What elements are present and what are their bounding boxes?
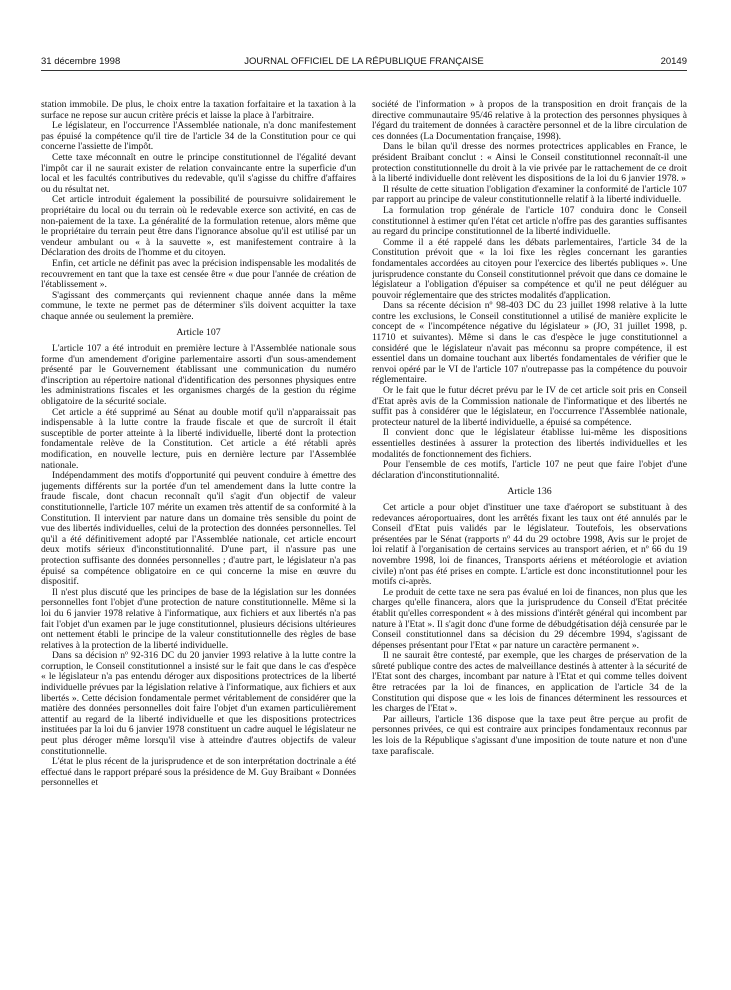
paragraph: La formulation trop générale de l'article 107 conduira donc le Conseil constitutionnel à estimer qu'en l'état cet article n'offre pas des garanties suffisantes au regard du principe constitutionnel de la liberté individuelle.: [372, 204, 687, 238]
paragraph: Or le fait que le futur décret prévu par le IV de cet article soit pris en Conseil d'Etat après avis de la Commission nationale de l'informatique et des libertés ne suffit pas à considérer que le législateur, en l'occurrence l'Assemblée nationale, protecteur naturel de la liberté individuelle, a épuisé sa compétence.: [372, 385, 687, 428]
right-column: [372, 100, 687, 980]
paragraph: Pour l'ensemble de ces motifs, l'article 107 ne peut que faire l'objet d'une déclaration d'inconstitutionnalité.: [372, 459, 687, 481]
paragraph: Il n'est plus discuté que les principes de base de la législation sur les données personnelles font l'objet d'une protection de nature constitutionnelle. Même si la loi du 6 janvier 1978 relative à l'informatique, aux fichiers et aux libertés n'a pas fait l'objet d'un examen par le juge constitutionnel, plusieurs décisions ultérieures ont nettement établi le principe de la valeur constitutionnelle des règles de base relatives à la protection de la liberté individuelle.: [41, 586, 356, 651]
section-heading: Article 136: [507, 486, 552, 498]
paragraph: L'état le plus récent de la jurisprudence et de son interprétation doctrinale a été effectué dans le rapport préparé sous la présidence de M. Guy Braibant « Données personnelles et: [41, 756, 356, 789]
page-header: [41, 53, 687, 69]
paragraph: S'agissant des commerçants qui reviennent chaque année dans la même commune, le texte ne permet pas de déterminer s'ils doivent acquitter la taxe chaque année ou seulement la première.: [41, 289, 356, 322]
paragraph: Enfin, cet article ne définit pas avec la précision indispensable les modalités de recouvrement en tant que la taxe est censée être « due pour l'année de création de l'établissement ».: [41, 257, 356, 291]
paragraph: Cet article a pour objet d'instituer une taxe d'aéroport se substituant à des redevances aéroportuaires, dont les arrêtés fixant les taux ont été annulés par le Conseil d'Etat puis validés par le législateur. Toutefois, les observations présentées par le Sénat (rapports nº 44 du 29 octobre 1998, Avis sur le projet de loi relatif à l'organisation de certains services au transport aérien, et nº 66 du 19 novembre 1998, loi de finances, Transports aériens et météorologie et aviation civile) n'ont pas été prises en compte. L'article est donc inconstitutionnel pour les motifs ci-après.: [372, 501, 687, 588]
paragraph: Il résulte de cette situation l'obligation d'examiner la conformité de l'article 107 par rapport au principe de valeur constitutionnelle relatif à la liberté individuelle.: [372, 183, 687, 206]
section-heading: Article 107: [176, 327, 221, 339]
paragraph: station immobile. De plus, le choix entre la taxation forfaitaire et la taxation à la surface ne repose sur aucun critère précis et laisse la place à l'arbitraire.: [41, 100, 356, 121]
paragraph: Indépendamment des motifs d'opportunité qui peuvent conduire à émettre des jugements différents sur la portée d'un tel amendement dans la lutte contre la fraude fiscale, dont chacun reconnaît qu'il s'agit d'un objectif de valeur constitutionnelle, l'article 107 mérite un examen très attentif de sa conformité à la Constitution. Il intervient par nature dans un domaine très sensible du point de vue des libertés individuelles, celui de la protection des données personnelles. Tel qu'il a été définitivement adopté par l'Assemblée nationale, cet article encourt deux motifs sérieux d'inconstitutionnalité. D'une part, il n'assure pas une protection suffisante des données personnelles ; d'autre part, le législateur n'a pas épuisé sa compétence obligatoire en ce qui concerne la mise en œuvre du dispositif.: [41, 470, 356, 588]
paragraph: société de l'information » à propos de la transposition en droit français de la directive communautaire 95/46 relative à la protection des personnes physiques à l'égard du traitement de données à caractère personnel et de la libre circulation de ces données (La Documentation française, 1998).: [372, 100, 687, 142]
paragraph: Cette taxe méconnaît en outre le principe constitutionnel de l'égalité devant l'impôt car il ne saurait exister de relation convaincante entre la superficie d'un local et les facultés contributives du redevable, qu'il s'agisse du chiffre d'affaires ou du résultat net.: [41, 151, 356, 195]
header-date: 31 décembre 1998: [41, 56, 121, 67]
paragraph: Il ne saurait être contesté, par exemple, que les charges de préservation de la sûreté publique contre des actes de malveillance destinés à attenter à la sécurité de l'Etat sont des charges, incombant par nature à l'Etat et qui comme telles doivent être retracées par la loi de finances, en application de l'article 34 de la Constitution qui dispose que « les lois de finances déterminent les ressources et les charges de l'Etat ».: [372, 650, 687, 715]
page-number: 20149: [660, 56, 687, 67]
paragraph: Dans sa récente décision nº 98-403 DC du 23 juillet 1998 relative à la lutte contre les exclusions, le Conseil constitutionnel a utilisé de manière explicite le concept de « l'incompétence négative du législateur » (JO, 31 juillet 1998, p. 11710 et suivantes). Même si dans le cas d'espèce le juge constitutionnel a considéré que le législateur n'avait pas méconnu sa propre compétence, il est essentiel dans un domaine touchant aux libertés fondamentales de vérifier que le renvoi opéré par le VI de l'article 107 n'outrepasse pas la compétence du pouvoir réglementaire.: [372, 300, 687, 386]
paragraph: Comme il a été rappelé dans les débats parlementaires, l'article 34 de la Constitution prévoit que « la loi fixe les règles concernant les garanties fondamentales accordées au citoyen pour l'exercice des libertés publiques ». Une jurisprudence constante du Conseil constitutionnel prévoit que dans ce domaine le législateur a l'obligation d'épuiser sa compétence et qu'il ne peut déléguer au pouvoir réglementaire que des strictes modalités d'application.: [372, 236, 687, 301]
paragraph: L'article 107 a été introduit en première lecture à l'Assemblée nationale sous forme d'un amendement d'origine parlementaire assorti d'un sous-amendement présenté par le Gouvernement établissant une communication du numéro d'inscription au répertoire national d'identification des personnes physiques entre les administrations fiscales et les organismes chargés de la gestion du régime obligatoire de la sécurité sociale.: [41, 343, 356, 408]
paragraph: Le législateur, en l'occurrence l'Assemblée nationale, n'a donc manifestement pas épuisé la compétence qu'il tire de l'article 34 de la Constitution pour ce qui concerne l'assiette de l'impôt.: [41, 120, 356, 153]
paragraph: Dans le bilan qu'il dresse des normes protectrices applicables en France, le président Braibant conclut : « Ainsi le Conseil constitutionnel reconnaît-il une protection constitutionnelle du droit à la vie privée par le rattachement de ce droit à la liberté individuelle dont relèvent les dispositions de la loi du 6 janvier 1978. »: [372, 141, 687, 185]
paragraph: Il convient donc que le législateur établisse lui-même les dispositions essentielles destinées à assurer la protection des libertés individuelles et les modalités de fonctionnement des fichiers.: [372, 427, 687, 460]
paragraph: Cet article introduit également la possibilité de poursuivre solidairement le propriétaire du local ou du terrain où le redevable exerce son activité, en cas de non-paiement de la taxe. La généralité de la formulation retenue, alors même que le propriétaire du terrain peut être dans l'ignorance absolue qu'il est utilisé par un vendeur ambulant ou « à la sauvette », est manifestement contraire à la Déclaration des droits de l'homme et du citoyen.: [41, 194, 356, 259]
paragraph: Dans sa décision nº 92-316 DC du 20 janvier 1993 relative à la lutte contre la corruption, le Conseil constitutionnel a insisté sur le fait que dans le cas d'espèce « le législateur n'a pas entendu déroger aux dispositions protectrices de la liberté individuelle prévues par la législation relative à l'informatique, aux fichiers et aux libertés ». Cette décision fondamentale permet véritablement de considérer que la matière des données personnelles doit faire l'objet d'un examen particulièrement attentif au regard de la liberté individuelle et que les dispositions protectrices instituées par la loi du 6 janvier 1978 constituent un cadre auquel le législateur ne peut plus déroger même lorsqu'il vise à atteindre d'autres objectifs de valeur constitutionnelle.: [41, 650, 356, 757]
journal-title: JOURNAL OFFICIEL DE LA RÉPUBLIQUE FRANÇAISE: [244, 56, 484, 67]
paragraph: Le produit de cette taxe ne sera pas évalué en loi de finances, non plus que les charges qu'elle financera, alors que la jurisprudence du Conseil d'Etat précitée établit qu'elles correspondent « à des missions d'intérêt général qui incombent par nature à l'Etat ». Il s'agit donc d'une forme de débudgétisation déjà censurée par le Conseil constitutionnel dans sa décision du 29 décembre 1994, s'agissant de dépenses présentant pour l'Etat « par nature un caractère permanent ».: [372, 586, 687, 651]
paragraph: Par ailleurs, l'article 136 dispose que la taxe peut être perçue au profit de personnes privées, ce qui est contraire aux principes fondamentaux reconnus par les lois de la République s'agissant d'une imposition de toute nature et non d'une taxe parafiscale.: [372, 713, 687, 757]
header-rule: [41, 70, 687, 71]
left-column: [41, 100, 356, 980]
paragraph: Cet article a été supprimé au Sénat au double motif qu'il n'apparaissait pas indispensable à la lutte contre la fraude fiscale et que de surcroît il était susceptible de porter atteinte à la liberté individuelle, liberté dont la protection fondamentale relève de la Constitution. Cet article a été rétabli après modification, en nouvelle lecture, puis en dernière lecture par l'Assemblée nationale.: [41, 406, 356, 471]
